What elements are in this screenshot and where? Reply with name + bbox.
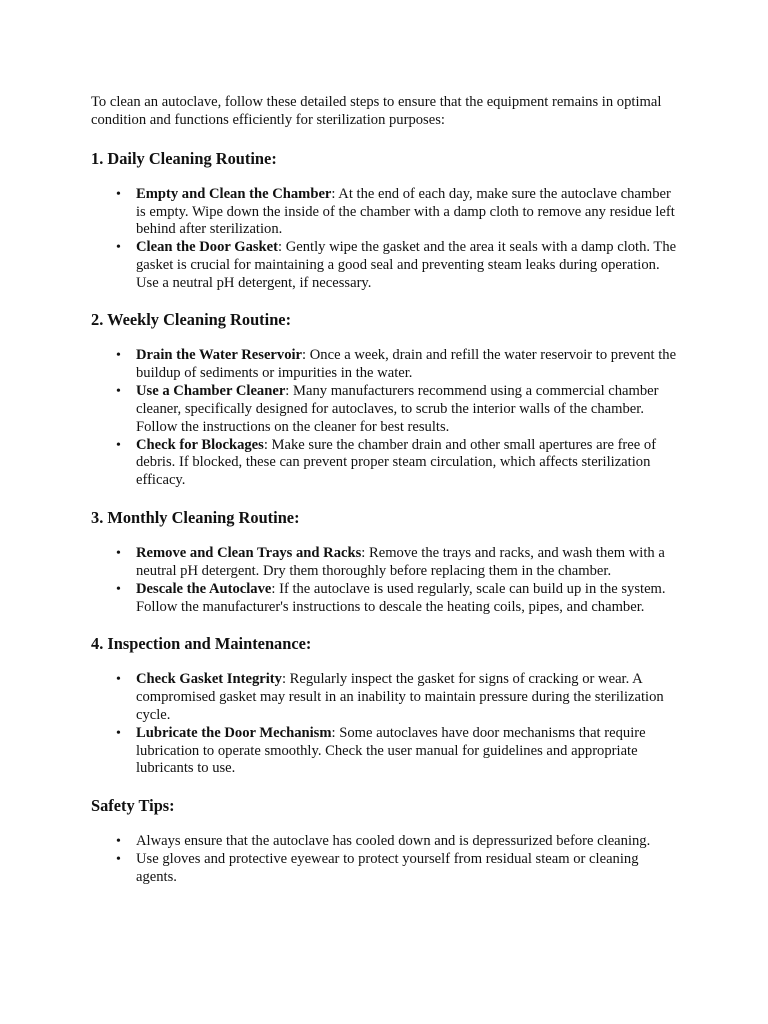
bullet-icon: • bbox=[116, 437, 121, 453]
item-title: Descale the Autoclave bbox=[136, 581, 272, 598]
item-text: : At the end of each day, make sure the autoclave chamber is empty. Wipe down the inside of the chamber with a damp cloth to remove any residue left behind after sterilization. bbox=[136, 185, 675, 238]
intro-paragraph: To clean an autoclave, follow these detailed steps to ensure that the equipment remains in optimal condition and functions efficiently for sterilization purposes: bbox=[91, 94, 662, 128]
list-item bbox=[116, 382, 681, 437]
section-heading-daily: 1. Daily Cleaning Routine: bbox=[91, 148, 277, 168]
item-title: Clean the Door Gasket bbox=[136, 239, 279, 256]
item-title: Remove and Clean Trays and Racks bbox=[136, 545, 362, 562]
item-title: Use a Chamber Cleaner bbox=[136, 382, 286, 399]
bullet-icon: • bbox=[116, 582, 121, 598]
item-text: Use gloves and protective eyewear to protect yourself from residual steam or cleaning agents. bbox=[136, 851, 639, 886]
document-page bbox=[91, 94, 681, 887]
list-item bbox=[116, 347, 681, 383]
list-item bbox=[116, 581, 681, 617]
item-title: Check Gasket Integrity bbox=[136, 670, 282, 687]
bullet-icon: • bbox=[116, 834, 121, 850]
bullet-icon: • bbox=[116, 671, 121, 687]
item-title: Lubricate the Door Mechanism bbox=[136, 724, 332, 741]
list-item bbox=[116, 670, 681, 725]
inspection-list bbox=[91, 671, 681, 778]
item-title: Empty and Clean the Chamber bbox=[136, 185, 332, 202]
list-item bbox=[116, 239, 681, 293]
bullet-icon: • bbox=[116, 546, 121, 562]
item-text: : Make sure the chamber drain and other small apertures are free of debris. If blocked, these can prevent proper steam circulation, which affects sterilization efficacy. bbox=[136, 436, 657, 489]
list-item bbox=[116, 833, 681, 851]
bullet-icon: • bbox=[116, 725, 121, 741]
item-text: : Once a week, drain and refill the water reservoir to prevent the buildup of sediments or impurities in the water. bbox=[136, 347, 677, 381]
safety-list bbox=[91, 833, 681, 887]
item-text: : If the autoclave is used regularly, scale can build up in the system. Follow the manufacturer's instructions to descale the heating coils, pipes, and chamber. bbox=[136, 581, 666, 615]
monthly-list bbox=[91, 545, 681, 617]
section-heading-safety: Safety Tips: bbox=[91, 796, 175, 816]
list-item bbox=[116, 436, 681, 491]
section-heading-weekly: 2. Weekly Cleaning Routine: bbox=[91, 310, 292, 330]
item-text: : Regularly inspect the gasket for signs of cracking or wear. A compromised gasket may result in an inability to maintain pressure during the sterilization cycle. bbox=[136, 670, 664, 723]
list-item bbox=[116, 545, 681, 581]
daily-list bbox=[91, 186, 681, 293]
section-heading-monthly: 3. Monthly Cleaning Routine: bbox=[91, 508, 300, 528]
list-item bbox=[116, 724, 681, 779]
section-heading-inspection: 4. Inspection and Maintenance: bbox=[91, 633, 312, 653]
item-text: : Some autoclaves have door mechanisms that require lubrication to operate smoothly. Check the user manual for guidelines and appropriate lubricants to use. bbox=[136, 724, 646, 777]
bullet-icon: • bbox=[116, 852, 121, 868]
list-item bbox=[116, 851, 681, 887]
item-title: Drain the Water Reservoir bbox=[136, 347, 303, 364]
bullet-icon: • bbox=[116, 383, 121, 399]
bullet-icon: • bbox=[116, 348, 121, 364]
list-item bbox=[116, 185, 681, 240]
item-text: : Remove the trays and racks, and wash them with a neutral pH detergent. Dry them thoroughly before replacing them in the chamber. bbox=[136, 545, 665, 580]
item-text: Always ensure that the autoclave has cooled down and is depressurized before cleaning. bbox=[136, 833, 651, 850]
bullet-icon: • bbox=[116, 186, 121, 202]
item-text: : Gently wipe the gasket and the area it seals with a damp cloth. The gasket is crucial for maintaining a good seal and preventing steam leaks during operation. Use a neutral pH detergent, if necessary. bbox=[136, 239, 677, 292]
weekly-list bbox=[91, 347, 681, 490]
bullet-icon: • bbox=[116, 240, 121, 256]
item-text: : Many manufacturers recommend using a commercial chamber cleaner, specifically designed for autoclaves, to scrub the interior walls of the chamber. Follow the instructions on the cleaner for best results. bbox=[136, 382, 659, 435]
item-title: Check for Blockages bbox=[136, 436, 264, 453]
